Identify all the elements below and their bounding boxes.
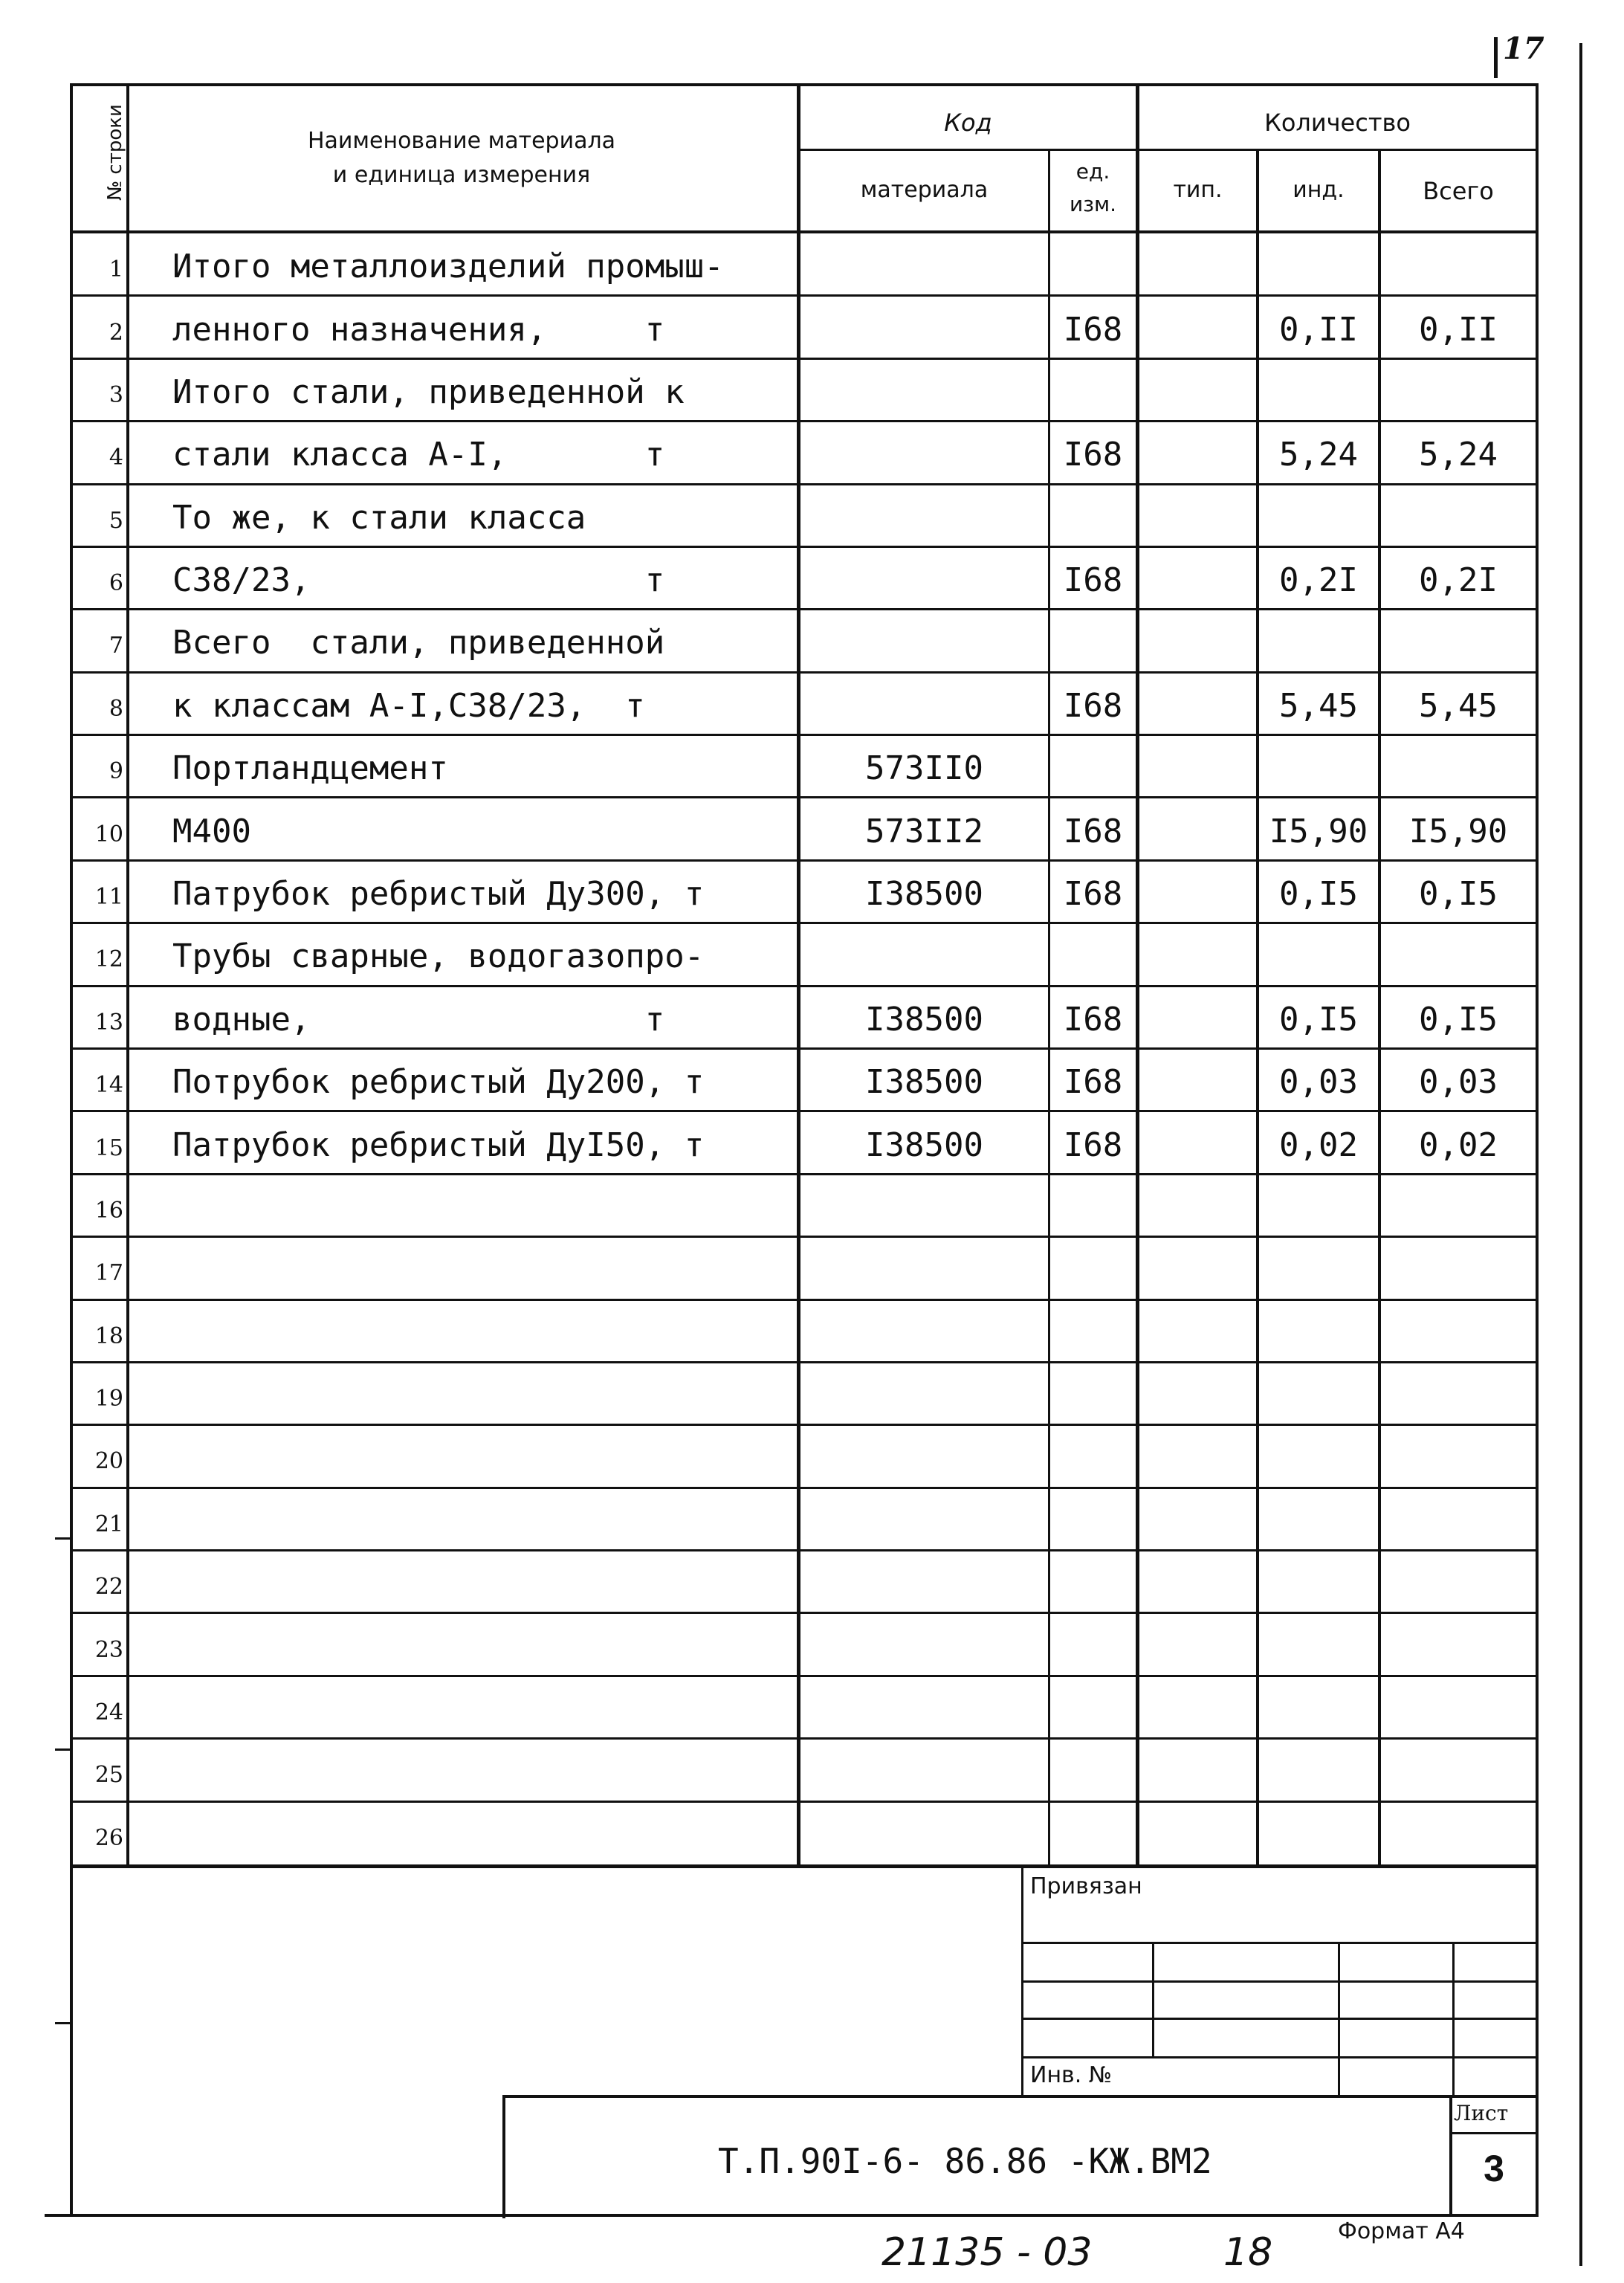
row-qty-ind: 0,I5 bbox=[1279, 875, 1358, 914]
handwritten-page-number: 18 bbox=[1223, 2230, 1273, 2275]
row-material-code: 573II0 bbox=[865, 749, 983, 788]
table-row bbox=[70, 923, 1539, 986]
row-material-name: Портландцемент bbox=[172, 749, 448, 788]
table-row bbox=[70, 861, 1539, 923]
table-row bbox=[70, 673, 1539, 735]
row-qty-total: 0,I5 bbox=[1419, 1000, 1498, 1039]
header-quantity-total: Всего bbox=[1423, 177, 1494, 205]
row-number: 9 bbox=[109, 758, 123, 785]
stamp-inv-label: Инв. № bbox=[1030, 2062, 1113, 2088]
row-unit-code: I68 bbox=[1063, 1063, 1123, 1102]
row-number: 7 bbox=[109, 633, 123, 659]
corner-page-number: 17 bbox=[1503, 31, 1544, 66]
table-row bbox=[70, 1613, 1539, 1676]
header-quantity-group: Количество bbox=[1264, 109, 1411, 137]
table-row bbox=[70, 1802, 1539, 1864]
table-row bbox=[70, 798, 1539, 860]
row-number: 2 bbox=[109, 319, 123, 346]
titleblock-document-code: Т.П.90I-6- 86.86 -КЖ.ВМ2 bbox=[718, 2141, 1212, 2181]
row-unit-code: I68 bbox=[1063, 561, 1123, 600]
table-row bbox=[70, 422, 1539, 484]
row-qty-total: 5,24 bbox=[1419, 436, 1498, 474]
row-number: 18 bbox=[94, 1323, 123, 1349]
stamp-vline-2 bbox=[1338, 1942, 1340, 2096]
row-unit-code: I68 bbox=[1063, 310, 1123, 349]
table-row bbox=[70, 547, 1539, 610]
row-material-code: I38500 bbox=[865, 875, 983, 914]
row-material-name: водные, т bbox=[172, 1000, 665, 1039]
row-unit-code: I68 bbox=[1063, 436, 1123, 474]
row-material-name: Итого металлоизделий промыш- bbox=[172, 248, 724, 286]
table-row bbox=[70, 296, 1539, 358]
header-quantity-ind: инд. bbox=[1293, 177, 1345, 203]
row-unit-code: I68 bbox=[1063, 812, 1123, 850]
stamp-line-4 bbox=[1021, 2056, 1536, 2058]
row-number: 21 bbox=[94, 1511, 123, 1537]
row-qty-total: 0,2I bbox=[1419, 561, 1498, 600]
table-row bbox=[70, 1488, 1539, 1551]
row-unit-code: I68 bbox=[1063, 875, 1123, 914]
row-material-name: Патрубок ребристый Ду300, т bbox=[172, 875, 705, 914]
row-qty-ind: 0,03 bbox=[1279, 1063, 1358, 1102]
header-code-unit-line2: изм. bbox=[1069, 192, 1117, 216]
row-number: 3 bbox=[109, 381, 123, 408]
table-row bbox=[70, 1676, 1539, 1739]
row-number: 14 bbox=[94, 1072, 123, 1099]
stamp-line-1 bbox=[1021, 1942, 1536, 1944]
header-code-unit-line1: ед. bbox=[1075, 159, 1110, 184]
row-number: 13 bbox=[94, 1009, 123, 1036]
stamp-attached-label: Привязан bbox=[1030, 1873, 1142, 1899]
row-material-code: I38500 bbox=[865, 1000, 983, 1039]
table-row bbox=[70, 1363, 1539, 1425]
header-name-line1: Наименование материала bbox=[307, 128, 616, 154]
row-number: 24 bbox=[94, 1699, 123, 1726]
row-material-name: Трубы сварные, водогазопро- bbox=[172, 937, 705, 976]
table-top-border bbox=[70, 83, 1539, 86]
left-margin-tick-1 bbox=[55, 1537, 71, 1540]
row-qty-total: 0,02 bbox=[1419, 1126, 1498, 1164]
header-name-line2: и единица измерения bbox=[332, 162, 591, 188]
row-material-name: Патрубок ребристый ДуI50, т bbox=[172, 1126, 705, 1164]
stamp-line-3 bbox=[1021, 2018, 1536, 2020]
row-qty-ind: 5,24 bbox=[1279, 436, 1358, 474]
row-qty-ind: 0,I5 bbox=[1279, 1000, 1358, 1039]
format-label: Формат А4 bbox=[1338, 2218, 1465, 2244]
table-row bbox=[70, 233, 1539, 296]
titleblock-sheet-divider bbox=[1449, 2132, 1539, 2134]
row-unit-code: I68 bbox=[1063, 1000, 1123, 1039]
left-margin-tick-3 bbox=[55, 2022, 71, 2024]
titleblock-sheet-label: Лист bbox=[1454, 2101, 1509, 2125]
row-number: 16 bbox=[94, 1197, 123, 1224]
right-margin-line bbox=[1579, 43, 1582, 2266]
row-material-code: 573II2 bbox=[865, 812, 983, 850]
row-material-name: Потрубок ребристый Ду200, т bbox=[172, 1063, 705, 1102]
row-qty-total: 0,03 bbox=[1419, 1063, 1498, 1102]
row-material-name: стали класса А-I, т bbox=[172, 436, 665, 474]
row-qty-total: 0,I5 bbox=[1419, 875, 1498, 914]
handwritten-archive-number: 21135 - 03 bbox=[881, 2230, 1093, 2275]
header-code-group: Код bbox=[944, 109, 992, 137]
row-qty-total: I5,90 bbox=[1408, 812, 1508, 850]
table-row bbox=[70, 1551, 1539, 1613]
row-qty-total: 0,II bbox=[1419, 310, 1498, 349]
titleblock-sheet-number: 3 bbox=[1484, 2148, 1504, 2189]
row-number: 1 bbox=[109, 256, 123, 283]
row-material-code: I38500 bbox=[865, 1126, 983, 1164]
row-material-name: То же, к стали класса bbox=[172, 498, 586, 537]
row-material-name: ленного назначения, т bbox=[172, 310, 665, 349]
table-row bbox=[70, 1237, 1539, 1299]
row-material-name: С38/23, т bbox=[172, 561, 665, 600]
header-subdivider-line bbox=[797, 149, 1536, 151]
row-number: 15 bbox=[94, 1134, 123, 1161]
row-number: 19 bbox=[94, 1386, 123, 1412]
titleblock-top-line bbox=[502, 2095, 1539, 2098]
row-qty-ind: I5,90 bbox=[1269, 812, 1368, 850]
corner-mark-left bbox=[1494, 37, 1498, 78]
row-number: 12 bbox=[94, 946, 123, 973]
titleblock-bottom-line bbox=[45, 2214, 1539, 2217]
stamp-line-2 bbox=[1021, 1980, 1536, 1983]
titleblock-left-line bbox=[502, 2095, 505, 2218]
table-row bbox=[70, 485, 1539, 547]
row-number: 6 bbox=[109, 570, 123, 597]
table-row bbox=[70, 1111, 1539, 1174]
table-row bbox=[70, 1175, 1539, 1237]
row-number: 5 bbox=[109, 507, 123, 534]
row-qty-total: 5,45 bbox=[1419, 686, 1498, 725]
row-qty-ind: 5,45 bbox=[1279, 686, 1358, 725]
left-margin-tick-2 bbox=[55, 1748, 71, 1751]
table-row bbox=[70, 1300, 1539, 1363]
table-row bbox=[70, 1049, 1539, 1111]
row-number: 26 bbox=[94, 1824, 123, 1851]
header-row-number-label: № строки bbox=[104, 104, 126, 201]
table-row bbox=[70, 610, 1539, 672]
table-row bbox=[70, 1739, 1539, 1801]
header-code-material: материала bbox=[860, 177, 989, 203]
row-material-code: I38500 bbox=[865, 1063, 983, 1102]
row-material-name: к классам А-I,С38/23, т bbox=[172, 686, 645, 725]
row-qty-ind: 0,2I bbox=[1279, 561, 1358, 600]
table-body-bottom-line bbox=[70, 1864, 1539, 1868]
row-number: 11 bbox=[94, 884, 123, 911]
table-row bbox=[70, 735, 1539, 798]
stamp-vline-1 bbox=[1152, 1942, 1154, 2056]
row-unit-code: I68 bbox=[1063, 1126, 1123, 1164]
row-number: 20 bbox=[94, 1448, 123, 1475]
row-number: 17 bbox=[94, 1260, 123, 1287]
row-material-name: М400 bbox=[172, 812, 251, 850]
row-material-name: Итого стали, приведенной к bbox=[172, 372, 685, 411]
row-number: 10 bbox=[94, 821, 123, 847]
table-row bbox=[70, 359, 1539, 422]
row-number: 25 bbox=[94, 1762, 123, 1789]
row-number: 22 bbox=[94, 1574, 123, 1601]
header-quantity-typ: тип. bbox=[1173, 177, 1223, 203]
row-qty-ind: 0,II bbox=[1279, 310, 1358, 349]
stamp-vline-3 bbox=[1452, 1942, 1455, 2096]
row-number: 23 bbox=[94, 1636, 123, 1663]
table-row bbox=[70, 1425, 1539, 1488]
row-number: 8 bbox=[109, 695, 123, 722]
row-material-name: Всего стали, приведенной bbox=[172, 624, 665, 662]
row-number: 4 bbox=[109, 445, 123, 471]
row-unit-code: I68 bbox=[1063, 686, 1123, 725]
row-qty-ind: 0,02 bbox=[1279, 1126, 1358, 1164]
table-row bbox=[70, 986, 1539, 1049]
